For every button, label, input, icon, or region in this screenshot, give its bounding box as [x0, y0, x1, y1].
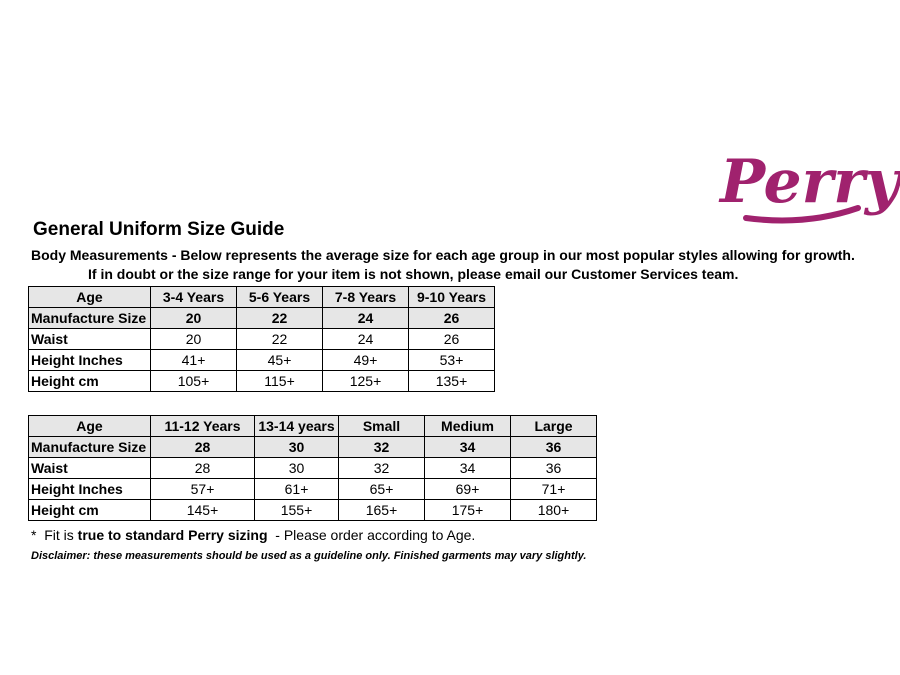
table-cell: 20 — [151, 308, 237, 329]
header-cell: Large — [511, 416, 597, 437]
table-cell: 32 — [339, 437, 425, 458]
table-header-row — [29, 416, 597, 437]
table-cell: 34 — [425, 458, 511, 479]
table-cell: 145+ — [151, 500, 255, 521]
table-cell: 28 — [151, 437, 255, 458]
perry-logo — [716, 140, 900, 230]
size-table-older — [28, 415, 597, 521]
header-cell: Medium — [425, 416, 511, 437]
table-cell: 61+ — [255, 479, 339, 500]
header-cell: 13-14 years — [255, 416, 339, 437]
perry-logo-graphic — [716, 140, 900, 230]
fit-note-suffix: - Please order according to Age. — [267, 527, 476, 543]
table-row — [29, 350, 495, 371]
table-cell: 22 — [237, 329, 323, 350]
header-cell: Age — [29, 416, 151, 437]
table-row — [29, 437, 597, 458]
table-cell: 115+ — [237, 371, 323, 392]
table-row — [29, 458, 597, 479]
table-cell: 165+ — [339, 500, 425, 521]
disclaimer: Disclaimer: these measurements should be used as a guideline only. Finished garments may vary slightly. — [31, 550, 587, 562]
row-label: Height cm — [29, 371, 151, 392]
fit-note-prefix: * Fit is — [31, 527, 78, 543]
table-cell: 22 — [237, 308, 323, 329]
fit-note-emphasis: true to standard Perry sizing — [77, 527, 268, 543]
table-row — [29, 500, 597, 521]
table-cell: 49+ — [323, 350, 409, 371]
header-cell: Age — [29, 287, 151, 308]
table-cell: 30 — [255, 458, 339, 479]
row-label: Height Inches — [29, 350, 151, 371]
table-cell: 30 — [255, 437, 339, 458]
table-cell: 180+ — [511, 500, 597, 521]
table-row — [29, 371, 495, 392]
row-label: Manufacture Size — [29, 308, 151, 329]
table-cell: 26 — [409, 329, 495, 350]
table-cell: 57+ — [151, 479, 255, 500]
row-label: Height cm — [29, 500, 151, 521]
table-cell: 36 — [511, 458, 597, 479]
table-cell: 24 — [323, 329, 409, 350]
table-cell: 155+ — [255, 500, 339, 521]
fit-note — [31, 527, 475, 543]
table-cell: 24 — [323, 308, 409, 329]
header-cell: 3-4 Years — [151, 287, 237, 308]
subtitle-line-1: Body Measurements - Below represents the average size for each age group in our most popular styles allowing for growth. — [31, 247, 855, 263]
size-table-children — [28, 286, 495, 392]
row-label: Waist — [29, 458, 151, 479]
page-title: General Uniform Size Guide — [33, 219, 285, 240]
svg-text:Perry: Perry — [720, 147, 900, 217]
row-label: Height Inches — [29, 479, 151, 500]
table-cell: 71+ — [511, 479, 597, 500]
table-cell: 41+ — [151, 350, 237, 371]
table-cell: 105+ — [151, 371, 237, 392]
table-row — [29, 479, 597, 500]
table-header-row — [29, 287, 495, 308]
table-cell: 135+ — [409, 371, 495, 392]
table-cell: 34 — [425, 437, 511, 458]
table-cell: 175+ — [425, 500, 511, 521]
table-cell: 53+ — [409, 350, 495, 371]
row-label: Waist — [29, 329, 151, 350]
header-cell: 11-12 Years — [151, 416, 255, 437]
table-cell: 28 — [151, 458, 255, 479]
table-cell: 69+ — [425, 479, 511, 500]
table-row — [29, 308, 495, 329]
table-cell: 125+ — [323, 371, 409, 392]
table-cell: 36 — [511, 437, 597, 458]
table-cell: 20 — [151, 329, 237, 350]
table-cell: 32 — [339, 458, 425, 479]
header-cell: Small — [339, 416, 425, 437]
table-cell: 26 — [409, 308, 495, 329]
table-row — [29, 329, 495, 350]
subtitle-line-2: If in doubt or the size range for your item is not shown, please email our Customer Services team. — [88, 266, 739, 282]
header-cell: 9-10 Years — [409, 287, 495, 308]
row-label: Manufacture Size — [29, 437, 151, 458]
table-cell: 65+ — [339, 479, 425, 500]
header-cell: 7-8 Years — [323, 287, 409, 308]
table-cell: 45+ — [237, 350, 323, 371]
header-cell: 5-6 Years — [237, 287, 323, 308]
